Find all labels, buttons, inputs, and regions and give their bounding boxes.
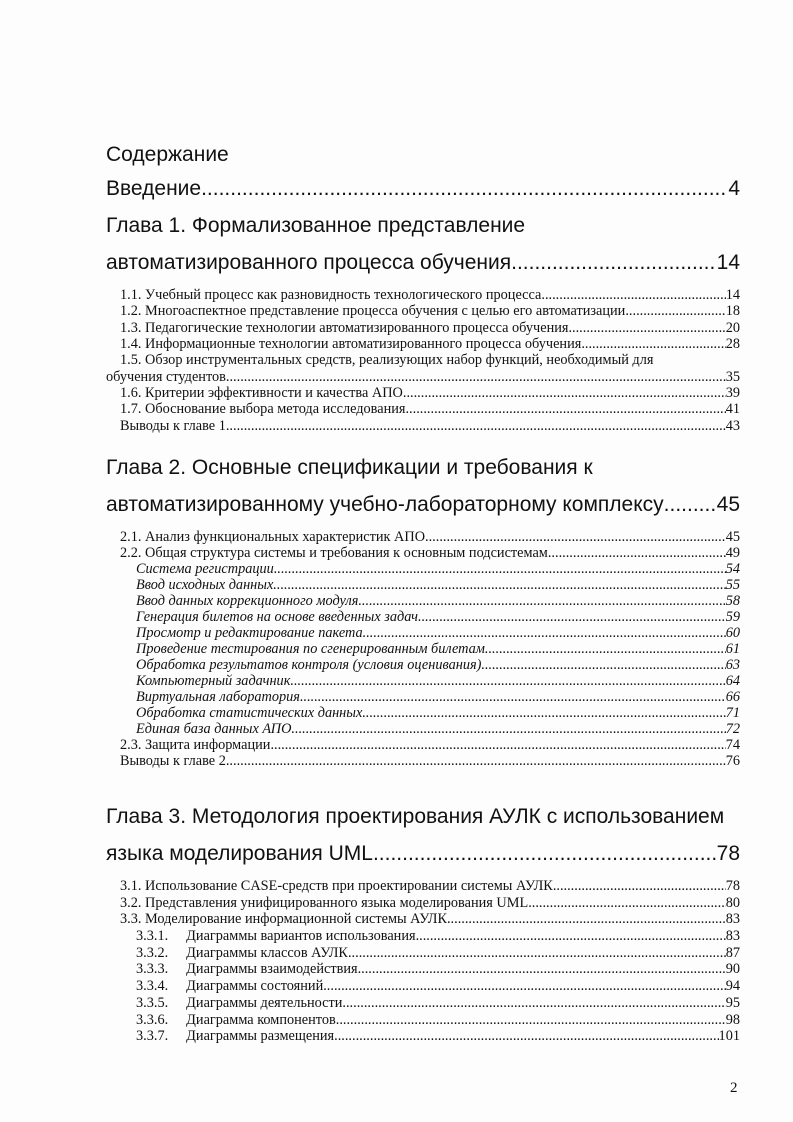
entry-label: Ввод данных коррекционного модуля (136, 593, 359, 609)
entry-label: Диаграмма компонентов (186, 1011, 336, 1028)
toc-entry[interactable] (106, 911, 740, 928)
dot-leader (290, 673, 725, 689)
toc-entry[interactable] (106, 336, 740, 352)
entry-page: 83 (725, 928, 740, 945)
entry-label: 2.1. Анализ функциональных характеристик АПО (120, 529, 426, 545)
toc-entry[interactable] (106, 895, 740, 912)
entry-page: 39 (725, 385, 740, 402)
dot-leader (568, 320, 725, 336)
entry-page: 18 (725, 303, 740, 320)
chapter-title-cont: автоматизированному учебно-лабораторному комплексу (106, 493, 664, 516)
entry-label: 1.2. Многоаспектное представление процесса обучения с целью его автоматизации (120, 303, 626, 320)
dot-leader (418, 609, 726, 625)
entry-page: 60 (725, 625, 740, 641)
toc-entry[interactable] (106, 561, 740, 577)
entry-page: 59 (725, 609, 740, 625)
dot-leader (300, 689, 726, 705)
dot-leader (226, 418, 726, 434)
entry-label: Обработка результатов контроля (условия оценивания) (136, 657, 482, 673)
entry-label: Виртуальная лаборатория (136, 689, 300, 705)
entry-page: 87 (725, 944, 740, 961)
entry-number: 3.3.3. (136, 961, 169, 978)
entry-page: 45 (725, 529, 740, 545)
dot-leader (373, 835, 717, 872)
toc-entry[interactable] (106, 641, 740, 657)
entry-label: Компьютерный задачник (136, 673, 291, 689)
dot-leader (291, 721, 725, 737)
entry-page: 41 (725, 401, 740, 418)
entry-label: Диаграммы деятельности (186, 994, 343, 1011)
dot-leader (511, 244, 717, 281)
dot-leader (273, 577, 725, 593)
toc-entry[interactable] (106, 609, 740, 625)
entry-label: 1.5. Обзор инструментальных средств, реализующих набор функций, необходимый для (120, 352, 654, 369)
entry-page: 43 (725, 417, 740, 434)
toc-entry[interactable] (106, 961, 740, 978)
entry-number: 3.3.5. (136, 994, 169, 1011)
dot-leader (425, 529, 726, 545)
entry-page: 78 (725, 878, 740, 894)
entry-label: Проведение тестирования по сгенерированным билетам (136, 641, 485, 657)
entry-label: 1.7. Обоснование выбора метода исследования (120, 401, 406, 418)
toc-entry[interactable] (106, 385, 740, 401)
toc-title-block (106, 136, 740, 173)
entry-page: 71 (725, 705, 740, 721)
dot-leader (447, 911, 726, 928)
chapter-heading-line2[interactable] (106, 244, 740, 281)
entry-page: 66 (725, 689, 740, 705)
entry-label: 1.4. Информационные технологии автоматизированного процесса обучения (120, 336, 582, 353)
toc-entry[interactable] (106, 287, 740, 303)
entry-page: 72 (725, 721, 740, 737)
toc-entry[interactable] (106, 545, 740, 561)
toc-entry[interactable] (106, 705, 740, 721)
toc-entry[interactable] (106, 401, 740, 417)
entry-number: 3.3.6. (136, 1011, 169, 1028)
chapter-title: Глава 1. Формализованное представление (106, 214, 526, 237)
toc-entry[interactable] (106, 721, 740, 737)
dot-leader (226, 369, 726, 385)
entry-label: Выводы к главе 2 (120, 753, 226, 769)
entry-label-cont: обучения студентов (106, 368, 226, 385)
dot-leader (541, 287, 725, 303)
dot-leader (362, 705, 725, 721)
toc-entry[interactable] (106, 577, 740, 593)
entry-label: Единая база данных АПО (136, 721, 292, 737)
chapter-title-cont: языка моделирования UML (106, 842, 373, 865)
entry-page: 64 (725, 673, 740, 689)
entry-page: 54 (725, 561, 740, 577)
entry-label: 1.3. Педагогические технологии автоматизированного процесса обучения (120, 319, 569, 336)
toc-entry[interactable] (106, 737, 740, 753)
entry-page: 63 (725, 657, 740, 673)
entry-label: 3.3. Моделирование информационной системы АУЛК (120, 911, 447, 928)
chapter-heading-line2[interactable] (106, 835, 740, 872)
toc-entry[interactable] (106, 1012, 740, 1029)
chapter-heading-line1[interactable] (106, 207, 740, 244)
toc-title: Содержание (106, 143, 229, 166)
entry-label: Диаграммы вариантов использования (186, 928, 416, 945)
page-number: 2 (730, 1080, 738, 1096)
entry-page: 90 (725, 961, 740, 978)
toc-entry[interactable] (106, 320, 740, 336)
dot-leader (581, 336, 725, 352)
chapter-page: 14 (716, 251, 740, 274)
entry-page: 98 (725, 1011, 740, 1028)
dot-leader (405, 401, 725, 417)
toc-entry[interactable] (106, 303, 740, 319)
chapter-title-cont: автоматизированного процесса обучения (106, 251, 512, 274)
entry-page: 14 (725, 287, 740, 303)
entry-label: Генерация билетов на основе введенных задач (136, 609, 419, 625)
toc-entry[interactable] (106, 657, 740, 673)
chapter-heading-line1[interactable] (106, 449, 740, 486)
entry-label: 1.1. Учебный процесс как разновидность технологического процесса (120, 287, 542, 303)
dot-leader (625, 303, 725, 319)
dot-leader (226, 753, 726, 769)
entry-label: 2.2. Общая структура системы и требования к основным подсистемам (120, 545, 548, 561)
entry-number: 3.3.1. (136, 928, 169, 945)
toc-entry[interactable] (106, 1028, 740, 1045)
entry-page: 74 (725, 737, 740, 753)
dot-leader (348, 945, 726, 962)
entry-page: 20 (725, 319, 740, 336)
dot-leader (358, 593, 725, 609)
entry-label: Диаграммы размещения (186, 1028, 335, 1045)
entry-page: 83 (725, 911, 740, 928)
entry-page: 35 (725, 368, 740, 385)
toc-entry[interactable] (106, 352, 740, 368)
dot-leader (553, 878, 726, 895)
entry-page: 28 (725, 336, 740, 353)
dot-leader (548, 545, 726, 561)
entry-label: Выводы к главе 1 (120, 417, 226, 434)
dot-leader (274, 561, 726, 577)
chapter-page: 45 (716, 493, 740, 516)
toc-entry[interactable] (106, 978, 740, 995)
dot-leader (528, 895, 726, 912)
dot-leader (334, 1028, 718, 1045)
toc-entry[interactable] (106, 689, 740, 705)
entry-page: 58 (725, 593, 740, 609)
chapter-3 (106, 798, 740, 1045)
toc-entry[interactable] (106, 878, 740, 895)
dot-leader (403, 385, 726, 401)
toc-entry-cont[interactable] (106, 369, 740, 385)
entry-label: 1.6. Критерии эффективности и качества АПО (120, 385, 403, 402)
toc-entry[interactable] (106, 673, 740, 689)
entry-page: 49 (725, 545, 740, 561)
dot-leader (416, 928, 726, 945)
entry-label: 3.1. Использование CASE-средств при проектировании системы АУЛК (120, 878, 553, 894)
dot-leader (664, 486, 717, 523)
entry-page: 94 (725, 978, 740, 995)
toc-entry[interactable] (106, 625, 740, 641)
chapter-heading-line2[interactable] (106, 486, 740, 523)
entry-label: Система регистрации (136, 561, 274, 577)
entry-page: 61 (725, 641, 740, 657)
dot-leader (485, 641, 726, 657)
entry-label: Диаграммы состояний (186, 978, 324, 995)
dot-leader (270, 737, 725, 753)
entry-label: Ввод исходных данных (136, 577, 274, 593)
entry-number: 3.3.2. (136, 944, 169, 961)
entry-label: Просмотр и редактирование пакета (136, 625, 363, 641)
entry-label: 2.3. Защита информации (120, 737, 271, 753)
toc-entry[interactable] (106, 928, 740, 945)
dot-leader (363, 625, 726, 641)
chapter-2 (106, 449, 740, 769)
intro-label: Введение (106, 177, 202, 200)
toc-entry[interactable] (106, 753, 740, 769)
chapter-title: Глава 3. Методология проектирования АУЛК с использованием (106, 805, 725, 828)
chapter-heading-line1[interactable] (106, 798, 740, 835)
entry-label: Диаграммы классов АУЛК (186, 944, 348, 961)
toc-entry[interactable] (106, 593, 740, 609)
entry-page: 95 (725, 994, 740, 1011)
entry-number: 3.3.7. (136, 1028, 169, 1045)
dot-leader (358, 961, 726, 978)
dot-leader (323, 978, 725, 995)
toc-entry[interactable] (106, 945, 740, 962)
chapter-page: 78 (716, 842, 740, 865)
toc-entry[interactable] (106, 418, 740, 434)
entry-page: 101 (718, 1028, 740, 1045)
entry-page: 80 (725, 894, 740, 911)
dot-leader (336, 1012, 726, 1029)
entry-page: 76 (725, 753, 740, 769)
dot-leader (342, 995, 725, 1012)
chapter-1 (106, 207, 740, 434)
toc-entry[interactable] (106, 529, 740, 545)
entry-label: Диаграммы взаимодействия (186, 961, 358, 978)
intro-page: 4 (728, 177, 740, 200)
toc-intro[interactable] (106, 170, 740, 207)
entry-label: 3.2. Представления унифицированного языка моделирования UML (120, 894, 529, 911)
chapter-title: Глава 2. Основные спецификации и требования к (106, 456, 593, 479)
toc-entry[interactable] (106, 995, 740, 1012)
dot-leader (481, 657, 725, 673)
entry-label: Обработка статистических данных (136, 705, 363, 721)
entry-page: 55 (725, 577, 740, 593)
entry-number: 3.3.4. (136, 978, 169, 995)
